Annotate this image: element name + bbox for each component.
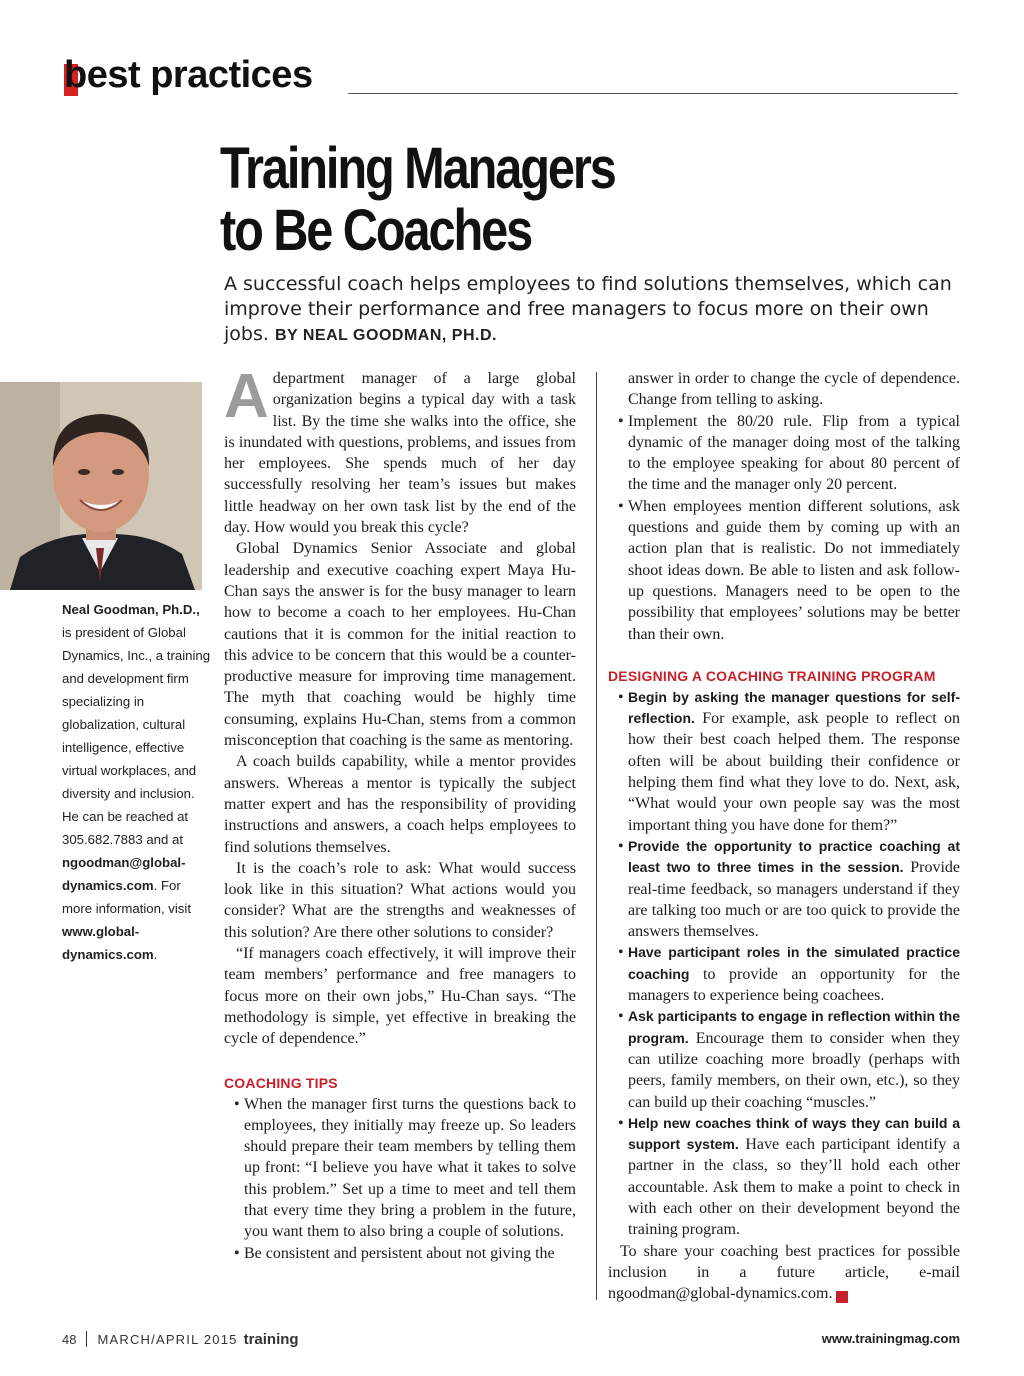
paragraph-1 [224,362,576,538]
column-divider [596,372,597,1300]
program-item-2 [608,836,960,942]
program-item-5-lead: Help new coaches think of ways they can build a support system. [628,1114,960,1153]
coaching-tip-2-end: answer in order to change the cycle of dependence. Change from telling to asking. [628,370,960,409]
paragraph-2: Global Dynamics Senior Associate and global leadership and executive coaching expert Maya Hu-Chan says the answer is for the busy manager to learn how to become a coach to her employees. Hu-Chan cautions that it is common for the initial reaction to this advice to be concern that this would be a counter-productive measure for improving time management. The myth that coaching would be highly time consuming, explains Hu-Chan, stems from a common misconception that coaching is the same as mentoring. [224,540,576,750]
author-bio-text-2: . For more information, visit [62,878,191,916]
paragraph-3: A coach builds capability, while a mentor provides answers. Whereas a mentor is typically the subject matter expert and has the responsibility of providing instructions and answers, a coach helps employees to find solutions themselves. [224,753,576,856]
paragraph-5: “If managers coach effectively, it will improve their team members’ performance and free managers to focus more on their own jobs,” Hu-Chan says. “The methodology is simple, yet effective in breaking the cycle of dependence.” [224,945,576,1048]
coaching-tip-3: • Implement the 80/20 rule. Flip from a typical dynamic of the manager doing most of the talking to the employee speaking for about 80 percent of the time and the manager only 20 percent. [608,411,960,496]
coaching-tip-2-start: • Be consistent and persistent about not giving the [224,1243,576,1264]
header-rule [348,93,958,94]
program-item-1-text: For example, ask people to reflect on how their best coach helped them. The response often will be about building their confidence or helping them find what they love to do. Next, ask, “What would your own people say was the most important thing you have done for them?” [628,710,960,834]
coaching-tip-4: • When employees mention different solutions, ask questions and guide them by coming up with an action plan that is realistic. Do not immediately shoot ideas down. Be able to listen and ask follow-up questions. Managers need to be open to the possibility that employees’ solutions may be better than their own. [608,496,960,645]
program-item-4 [608,1006,960,1112]
program-list [608,687,960,1241]
magazine-name: training [243,1331,299,1348]
program-item-2-lead: Provide the opportunity to practice coaching at least two to three times in the session. [628,837,960,876]
body-column-1 [224,362,576,1264]
coaching-tips-list [224,1094,576,1264]
coaching-tips-list-continued [608,368,960,645]
title-line-1: Training Managers [220,136,615,201]
folio-separator [86,1331,87,1347]
byline: BY NEAL GOODMAN, PH.D. [274,327,497,344]
author-photo [0,382,202,590]
author-bio-text-3: . [153,947,158,962]
drop-cap: A [224,362,269,431]
author-bio-text-1: is president of Global Dynamics, Inc., a training and development firm specializing in globalization, cultural intelligence, effective virtual workplaces, and diversity and inclusion. He can be reached at 305.682.7883 and at [62,625,211,847]
program-item-1 [608,687,960,836]
section-label: best practices [64,54,313,96]
program-item-3-lead: Have participant roles in the simulated practice coaching [628,944,960,982]
closing-paragraph [608,1241,960,1305]
article-deck [224,272,964,348]
program-item-1-lead: Begin by asking the manager questions for self-reflection. [628,688,960,727]
title-line-2: to Be Coaches [220,198,532,263]
author-portrait-graphic [0,382,202,590]
author-email[interactable]: ngoodman@global-dynamics.com [62,855,186,893]
program-item-4-text: Encourage them to consider when they can utilize coaching more broadly (perhaps with peers, family members, on their own, etc.), so they can build up their coaching “muscles.” [628,1029,960,1111]
issue-date: MARCH/APRIL 2015 [97,1332,238,1347]
author-website[interactable]: www.global-dynamics.com [62,924,154,962]
program-item-2-text: Provide real-time feedback, so managers understand if they are talking too much or are too quick to provide the answers themselves. [628,859,960,941]
coaching-tip-1: • When the manager first turns the questions back to employees, they initially may freeze up. So leaders should prepare their team members by telling them up front: “I believe you have what it takes to solve this problem.” Set up a time to meet and tell them that every time they bring a problem in the future, you want them to also bring a couple of solutions. [224,1094,576,1243]
article-title [220,138,825,262]
program-item-3-text: to provide an opportunity for the managers to experience being coachees. [628,965,960,1005]
author-name: Neal Goodman, Ph.D., [62,602,200,617]
program-item-4-lead: Ask participants to engage in reflection within the program. [628,1008,960,1046]
program-item-5-text: Have each participant identify a partner in the class, so they’ll hold each other accountable. Ask them to make a point to check in with each other on their development beyond the training program. [628,1136,961,1239]
magazine-website[interactable]: www.trainingmag.com [821,1331,960,1346]
program-item-3 [608,942,960,1006]
paragraph-4: It is the coach’s role to ask: What would success look like in this situation? What actions would you consider? What are the strengths and weaknesses of this solution? Are there other solutions to consider? [224,859,576,941]
author-bio [62,598,212,966]
deck-text: A successful coach helps employees to find solutions themselves, which can improve their performance and free managers to focus more on their own jobs. [224,273,952,345]
closing-text: To share your coaching best practices for possible inclusion in a future article, e-mail ngoodman@global-dynamics.com. [608,1242,960,1303]
body-column-2 [608,368,960,1304]
end-mark-icon: t [836,1291,848,1303]
paragraph-1-text: department manager of a large global organization begins a typical day with a task list. By the time she walks into the office, she is inundated with questions, problems, and issues from her employees. She spends much of her day successfully resolving her team’s issues but makes little headway on her own task list by the end of the day. How would you break this cycle? [224,370,576,537]
page-number: 48 [62,1332,77,1347]
coaching-tips-heading: COACHING TIPS [224,1074,338,1091]
folio [62,1331,299,1348]
program-heading: DESIGNING A COACHING TRAINING PROGRAM [608,667,936,684]
program-item-5 [608,1113,960,1241]
